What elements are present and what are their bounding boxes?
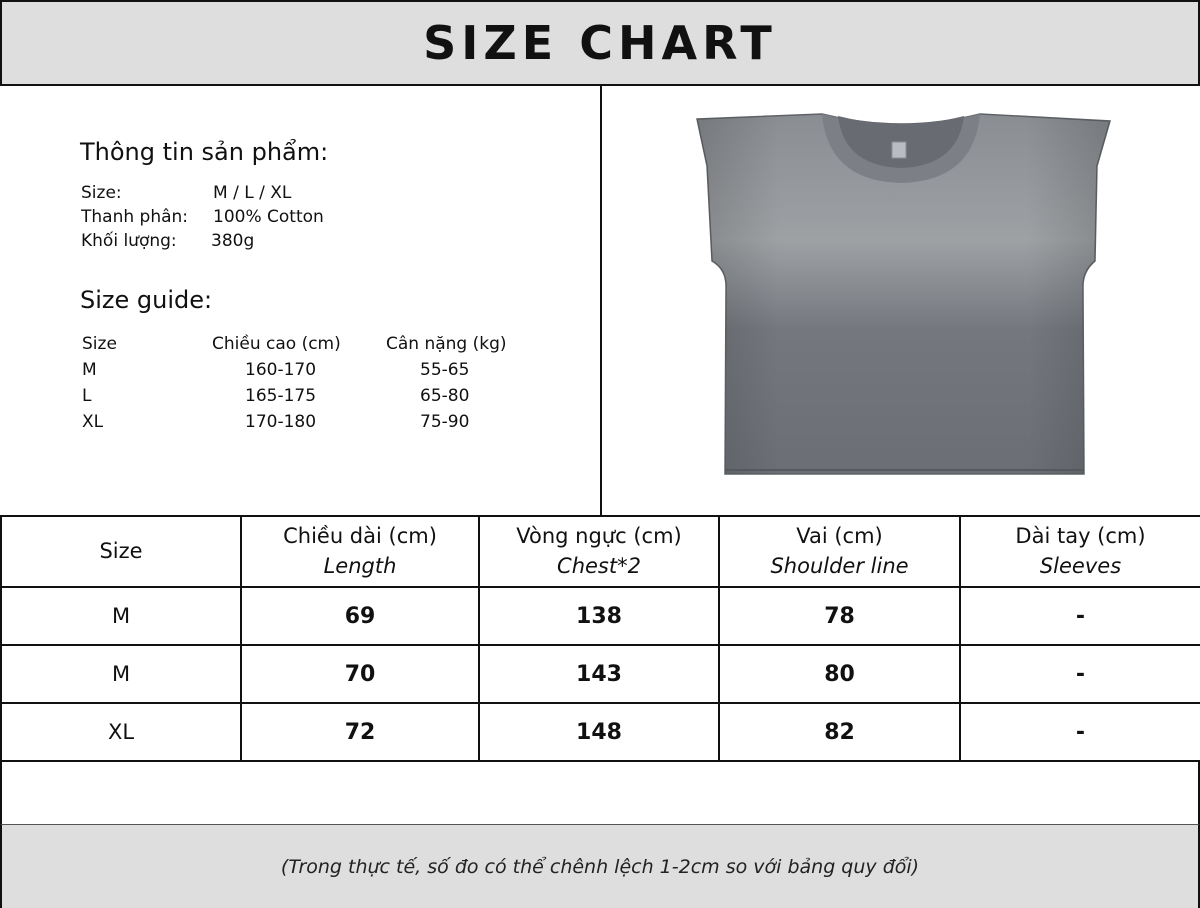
table-cell: 69 bbox=[241, 587, 479, 645]
table-cell-size: XL bbox=[1, 703, 241, 761]
table-cell: - bbox=[960, 645, 1200, 703]
guide-header-height: Chiều cao (cm) bbox=[212, 334, 341, 354]
col-header-english: Sleeves bbox=[1039, 553, 1122, 578]
col-header-english: Shoulder line bbox=[770, 553, 909, 578]
page-title: SIZE CHART bbox=[423, 16, 777, 70]
col-header-label: Vòng ngực (cm) bbox=[516, 524, 682, 549]
table-cell: 82 bbox=[719, 703, 960, 761]
table-cell: 80 bbox=[719, 645, 960, 703]
table-cell: - bbox=[960, 587, 1200, 645]
guide-header-weight: Cân nặng (kg) bbox=[386, 334, 507, 354]
product-photo-panel bbox=[602, 86, 1200, 515]
table-row bbox=[1, 587, 1200, 645]
spec-key: Thanh phân: bbox=[81, 207, 189, 227]
table-cell-size: M bbox=[1, 645, 241, 703]
product-info-panel bbox=[0, 86, 600, 515]
table-cell: - bbox=[960, 703, 1200, 761]
guide-cell: 165-175 bbox=[245, 386, 317, 406]
table-cell: 70 bbox=[241, 645, 479, 703]
col-header-label: Size bbox=[99, 538, 143, 563]
col-header-label: Chiều dài (cm) bbox=[283, 524, 437, 549]
guide-cell: 55-65 bbox=[420, 360, 470, 380]
col-header-size bbox=[1, 516, 241, 587]
product-info-title: Thông tin sản phẩm: bbox=[80, 138, 329, 166]
spec-key: Khối lượng: bbox=[81, 231, 177, 251]
size-guide-title: Size guide: bbox=[80, 286, 213, 314]
table-cell: 72 bbox=[241, 703, 479, 761]
table-cell: 143 bbox=[479, 645, 719, 703]
guide-cell: 170-180 bbox=[245, 412, 317, 432]
spec-value: M / L / XL bbox=[213, 183, 292, 203]
col-header-english: Length bbox=[323, 553, 397, 578]
table-cell: 148 bbox=[479, 703, 719, 761]
guide-cell: XL bbox=[82, 412, 104, 432]
guide-cell: 160-170 bbox=[245, 360, 317, 380]
table-header-row bbox=[1, 516, 1200, 587]
guide-cell: 65-80 bbox=[420, 386, 470, 406]
spec-key: Size: bbox=[81, 183, 122, 203]
col-header-sleeves bbox=[960, 516, 1200, 587]
spec-value: 380g bbox=[211, 231, 255, 251]
guide-cell: M bbox=[82, 360, 97, 380]
tshirt-icon bbox=[602, 86, 1200, 515]
col-header-chest bbox=[479, 516, 719, 587]
col-header-english: Chest*2 bbox=[557, 553, 641, 578]
header-bar bbox=[0, 0, 1200, 86]
footer-note: (Trong thực tế, số đo có thể chênh lệch 1-2cm so với bảng quy đổi) bbox=[280, 855, 920, 878]
blank-row bbox=[0, 760, 1200, 825]
guide-header-size: Size bbox=[82, 334, 117, 354]
table-row bbox=[1, 703, 1200, 761]
table-cell: 78 bbox=[719, 587, 960, 645]
table-cell-size: M bbox=[1, 587, 241, 645]
col-header-length bbox=[241, 516, 479, 587]
measurement-table bbox=[0, 515, 1200, 762]
spec-value: 100% Cotton bbox=[213, 207, 324, 227]
col-header-label: Dài tay (cm) bbox=[1015, 524, 1146, 549]
table-cell: 138 bbox=[479, 587, 719, 645]
col-header-label: Vai (cm) bbox=[796, 524, 883, 549]
guide-cell: L bbox=[82, 386, 92, 406]
col-header-shoulder bbox=[719, 516, 960, 587]
guide-cell: 75-90 bbox=[420, 412, 470, 432]
table-row bbox=[1, 645, 1200, 703]
footer-note-bar bbox=[0, 825, 1200, 908]
